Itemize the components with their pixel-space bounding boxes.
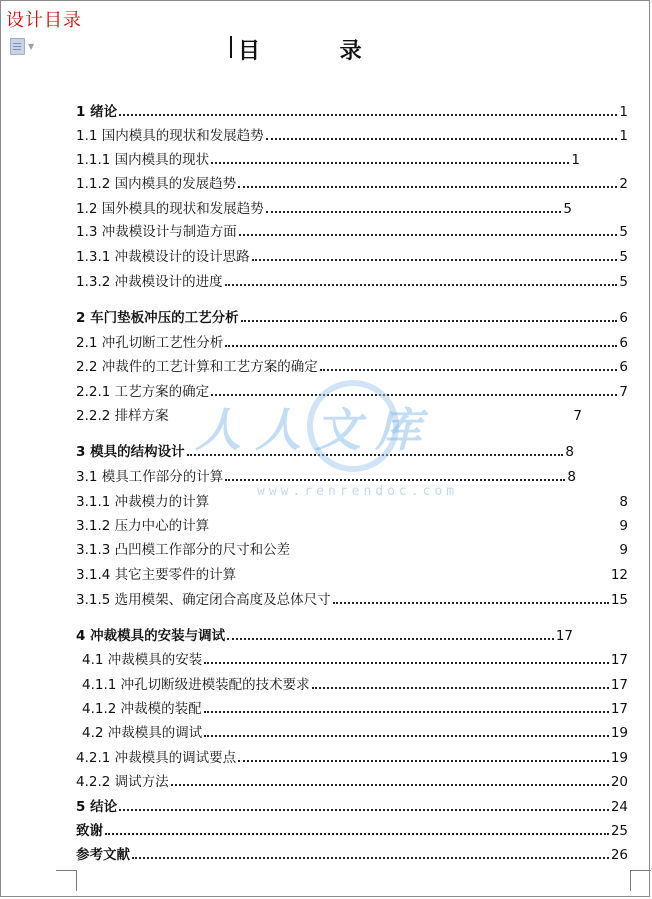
toc-entry[interactable] [76, 124, 628, 146]
toc-page-number: 1 [619, 128, 628, 144]
toc-entry[interactable] [76, 588, 628, 610]
toc-entry[interactable] [76, 270, 628, 292]
toc-leader-dots [238, 760, 609, 762]
toc-leader-dots [225, 479, 565, 481]
toc-page-number: 9 [619, 518, 628, 534]
toc-entry-title: 1 绪论 [76, 104, 118, 120]
toc-page-number: 8 [619, 494, 628, 510]
toc-entry-title: 1.1 国内模具的现状和发展趋势 [76, 128, 264, 144]
toc-entry-title: 1.1.1 国内模具的现状 [76, 152, 210, 168]
toc-entry-title: 3.1.2 压力中心的计算 [76, 518, 210, 534]
toc-page-number: 6 [619, 335, 628, 351]
toc-entry[interactable] [76, 563, 628, 585]
toc-leader-dots [312, 687, 609, 689]
toc-entry-title: 3.1.4 其它主要零件的计算 [76, 567, 237, 583]
toc-leader-dots [252, 259, 618, 261]
toc-entry-title: 3.1.1 冲裁模力的计算 [76, 494, 210, 510]
toc-entry[interactable] [76, 465, 576, 487]
toc-page-number: 17 [610, 652, 628, 668]
toc-entry-title: 5 结论 [76, 799, 118, 815]
toc-entry-title: 4.1.1 冲孔切断级进模装配的技术要求 [82, 677, 310, 693]
toc-entry[interactable] [76, 514, 628, 536]
toc-leader-dots [211, 162, 569, 164]
chevron-down-icon: ▼ [28, 42, 35, 51]
toc-entry[interactable] [76, 795, 628, 817]
toc-entry[interactable] [82, 673, 628, 695]
toc-entry[interactable] [76, 843, 628, 865]
toc-leader-dots [119, 809, 609, 811]
toc-entry[interactable] [76, 220, 628, 242]
toc-page-number: 19 [610, 725, 628, 741]
toc-entry-title: 2 车门垫板冲压的工艺分析 [76, 310, 239, 326]
toc-page-number: 9 [619, 542, 628, 558]
toc-entry-title: 2.2.2 排样方案 [76, 408, 169, 424]
toc-leader-dots [204, 711, 609, 713]
toc-page-number: 12 [610, 567, 628, 583]
toc-entry[interactable] [76, 100, 628, 122]
toc-leader-dots [105, 833, 609, 835]
toc-leader-dots [204, 735, 609, 737]
toc-entry-title: 1.2 国外模具的现状和发展趋势 [76, 201, 264, 217]
toc-page-number: 20 [610, 774, 628, 790]
toc-entry[interactable] [82, 721, 628, 743]
toc-leader-dots [239, 234, 618, 236]
toc-entry-title: 1.3.2 冲裁模设计的进度 [76, 274, 223, 290]
toc-page-number: 1 [619, 104, 628, 120]
watermark-url: www.renrendoc.com [257, 484, 459, 499]
toc-entry[interactable] [76, 306, 628, 328]
toc-title: 目 录 [238, 39, 398, 64]
toc-page-number: 8 [567, 469, 576, 485]
toc-page-number: 17 [610, 701, 628, 717]
watermark-text: 人人文库 [195, 403, 435, 457]
page-icon [10, 38, 25, 55]
toc-leader-dots [132, 857, 609, 859]
toc-page-number: 5 [619, 249, 628, 265]
toc-page-number: 26 [610, 847, 628, 863]
toc-page-number: 17 [555, 628, 573, 644]
toc-entry[interactable] [82, 648, 628, 670]
toc-entry[interactable] [76, 490, 628, 512]
page-corner-mark-right [630, 870, 651, 891]
toc-page-number: 15 [610, 592, 628, 608]
toc-entry[interactable] [76, 746, 628, 768]
toc-entry-title: 4.1.2 冲裁模的装配 [82, 701, 202, 717]
toc-page-number: 6 [619, 359, 628, 375]
toc-entry-title: 3.1 模具工作部分的计算 [76, 469, 224, 485]
toc-leader-dots [241, 320, 618, 322]
toc-entry[interactable] [76, 404, 582, 426]
toc-page-number: 5 [563, 201, 572, 217]
toc-page-number: 6 [619, 310, 628, 326]
text-cursor [230, 36, 232, 58]
toc-page-number: 1 [571, 152, 580, 168]
toc-leader-dots [266, 211, 562, 213]
toc-entry[interactable] [76, 331, 628, 353]
toc-entry-title: 4.1 冲裁模具的安装 [82, 652, 203, 668]
toc-entry-title: 参考文献 [76, 847, 130, 863]
toc-entry-title: 4.2 冲裁模具的调试 [82, 725, 203, 741]
toc-entry-title: 3.1.3 凸凹模工作部分的尺寸和公差 [76, 542, 291, 558]
toc-entry[interactable] [76, 538, 628, 560]
document-label: 设计目录 [6, 10, 82, 31]
toc-entry[interactable] [76, 440, 574, 462]
toc-entry-title: 4 冲裁模具的安装与调试 [76, 628, 226, 644]
toc-entry-title: 1.3 冲裁模设计与制造方面 [76, 224, 237, 240]
toc-leader-dots [227, 638, 554, 640]
toc-entry[interactable] [76, 197, 572, 219]
toc-leader-dots [238, 186, 617, 188]
document-icon[interactable] [10, 38, 34, 55]
toc-page-number: 5 [619, 274, 628, 290]
toc-leader-dots [225, 345, 617, 347]
toc-entry-title: 3.1.5 选用模架、确定闭合高度及总体尺寸 [76, 592, 331, 608]
toc-entry[interactable] [82, 697, 628, 719]
toc-page-number: 7 [619, 384, 628, 400]
page-corner-mark-left [56, 870, 77, 891]
toc-leader-dots [320, 369, 618, 371]
toc-entry-title: 3 模具的结构设计 [76, 444, 185, 460]
toc-leader-dots [225, 284, 618, 286]
toc-leader-dots [333, 602, 609, 604]
toc-entry[interactable] [76, 148, 580, 170]
toc-page-number: 19 [610, 750, 628, 766]
toc-entry-title: 1.3.1 冲裁模设计的设计思路 [76, 249, 250, 265]
toc-entry[interactable] [76, 355, 628, 377]
toc-entry-title: 致谢 [76, 823, 103, 839]
toc-page-number: 7 [573, 408, 582, 424]
toc-page-number: 8 [565, 444, 574, 460]
toc-leader-dots [211, 394, 617, 396]
toc-leader-dots [119, 114, 617, 116]
toc-page-number: 2 [619, 176, 628, 192]
toc-entry-title: 4.2.1 冲裁模具的调试要点 [76, 750, 237, 766]
toc-leader-dots [266, 138, 618, 140]
toc-entry-title: 2.2.1 工艺方案的确定 [76, 384, 210, 400]
toc-entry[interactable] [76, 172, 628, 194]
toc-leader-dots [171, 784, 609, 786]
toc-page-number: 24 [610, 799, 628, 815]
toc-page-number: 5 [619, 224, 628, 240]
toc-entry[interactable] [76, 624, 573, 646]
toc-entry[interactable] [76, 819, 628, 841]
toc-page-number: 25 [610, 823, 628, 839]
toc-entry-title: 2.2 冲裁件的工艺计算和工艺方案的确定 [76, 359, 318, 375]
toc-entry-title: 2.1 冲孔切断工艺性分析 [76, 335, 224, 351]
toc-entry[interactable] [76, 245, 628, 267]
toc-entry-title: 4.2.2 调试方法 [76, 774, 169, 790]
toc-entry[interactable] [76, 380, 628, 402]
toc-leader-dots [204, 662, 609, 664]
toc-entry[interactable] [76, 770, 628, 792]
toc-leader-dots [187, 454, 564, 456]
toc-page-number: 17 [610, 677, 628, 693]
toc-entry-title: 1.1.2 国内模具的发展趋势 [76, 176, 237, 192]
